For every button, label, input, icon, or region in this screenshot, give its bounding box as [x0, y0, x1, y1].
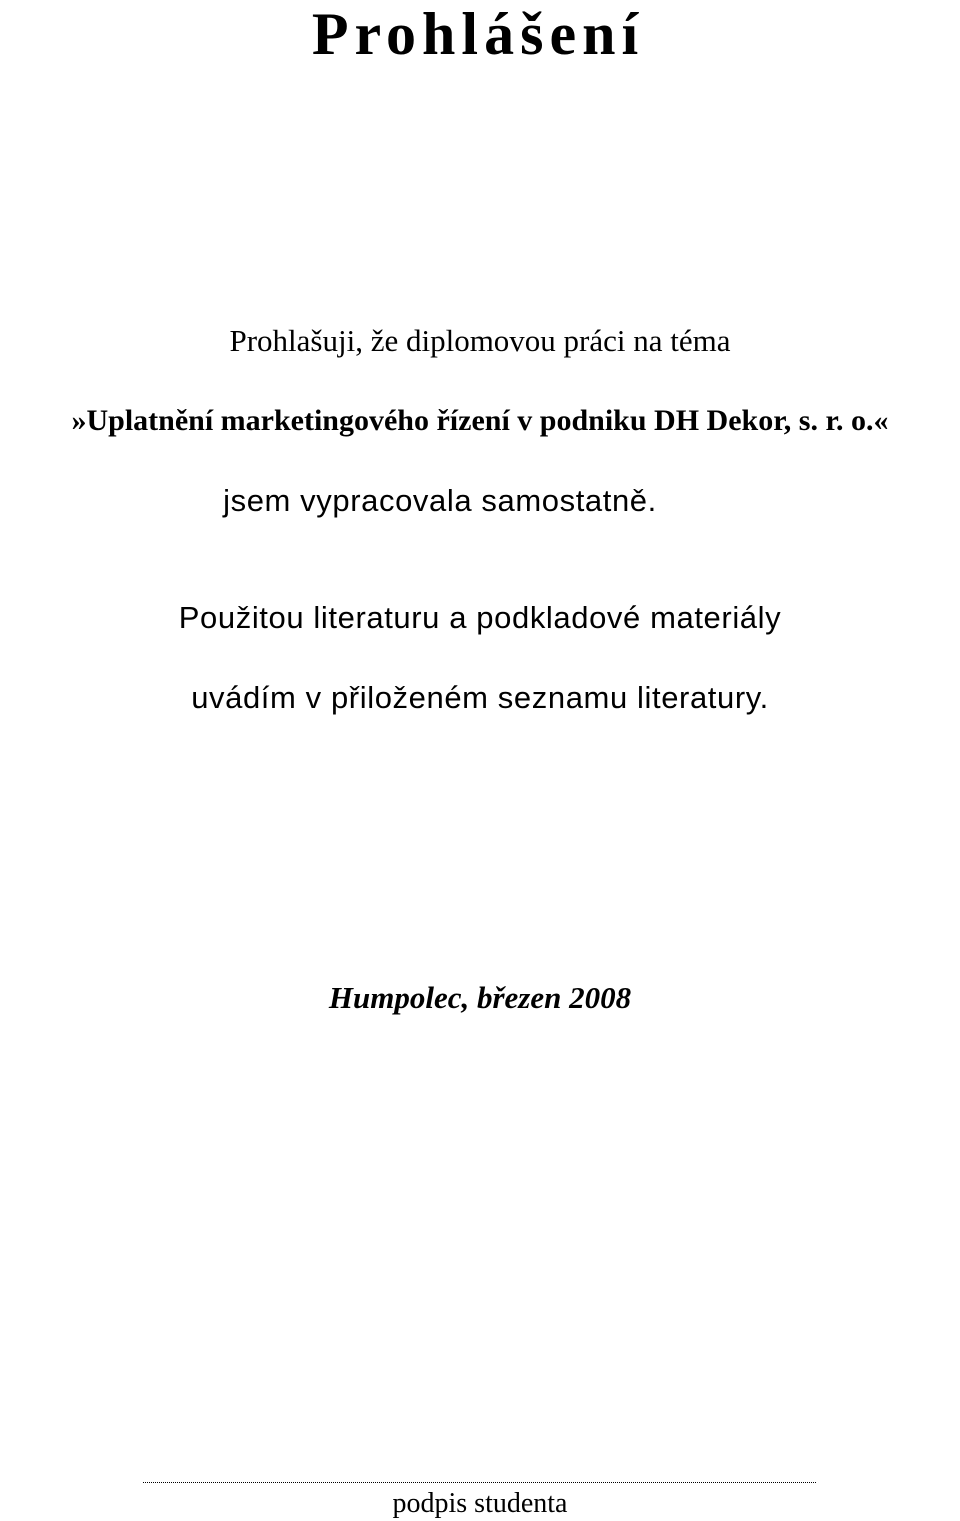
- signature-line: [143, 1482, 816, 1483]
- page-title: Prohlášení: [311, 1, 645, 67]
- place-and-date: Humpolec, březen 2008: [328, 980, 632, 1015]
- literature-statement-line-1: Použitou literaturu a podkladové materiály: [178, 600, 782, 635]
- independent-work-statement: jsem vypracovala samostatně.: [223, 483, 657, 518]
- declaration-intro: Prohlašuji, že diplomovou práci na téma: [229, 323, 731, 358]
- signature-label: podpis studenta: [392, 1488, 568, 1519]
- literature-statement-line-2: uvádím v přiloženém seznamu literatury.: [191, 680, 769, 715]
- thesis-topic: »Uplatnění marketingového řízení v podniku DH Dekor, s. r. o.«: [71, 404, 889, 437]
